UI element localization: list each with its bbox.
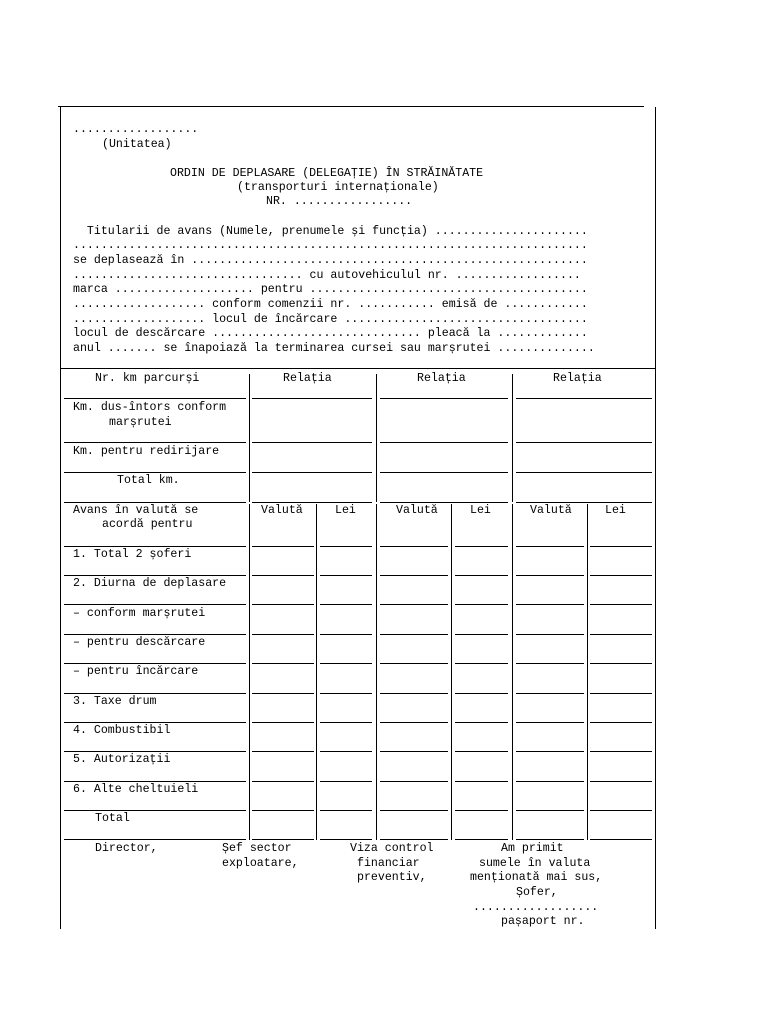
table-rule	[64, 472, 246, 473]
signature-sef-sector: Șef sector	[222, 842, 292, 855]
signature-received: menționată mai sus,	[470, 871, 603, 884]
column-divider	[316, 504, 317, 840]
table-rule	[380, 442, 508, 443]
column-divider	[376, 374, 377, 502]
table-rule	[380, 398, 508, 399]
table-rule	[252, 781, 314, 782]
table-rule	[380, 472, 508, 473]
signature-director: Director,	[95, 842, 158, 855]
table-rule	[590, 693, 652, 694]
table1-header-relatia-1: Relația	[283, 372, 332, 385]
table-rule	[380, 839, 448, 840]
table1-row-label: Total km.	[117, 474, 180, 487]
table1-header-km: Nr. km parcurși	[95, 372, 200, 385]
body-line: se deplasează în .........................................................	[73, 254, 588, 267]
table-rule	[64, 693, 246, 694]
table-rule	[380, 693, 448, 694]
col-valuta: Valută	[530, 504, 572, 517]
table-rule	[320, 604, 372, 605]
table-rule	[320, 663, 372, 664]
right-border	[655, 107, 656, 929]
table-rule	[455, 751, 508, 752]
table-rule	[64, 751, 246, 752]
table-rule	[455, 781, 508, 782]
table-rule	[64, 663, 246, 664]
table-rule	[516, 502, 652, 503]
table-rule	[252, 604, 314, 605]
table-rule	[64, 810, 246, 811]
table-rule	[590, 604, 652, 605]
table-rule	[320, 634, 372, 635]
table1-header-relatia-2: Relația	[417, 372, 466, 385]
table1-row-label: Km. dus-întors conform	[73, 401, 227, 414]
table-rule	[252, 575, 314, 576]
table-rule	[320, 575, 372, 576]
table-rule	[320, 839, 372, 840]
table-rule	[320, 781, 372, 782]
advance-row-label: – pentru încărcare	[73, 665, 199, 678]
section-rule	[60, 368, 655, 369]
table-rule	[320, 546, 372, 547]
table-rule	[516, 663, 584, 664]
table-rule	[516, 442, 652, 443]
table-rule	[64, 839, 246, 840]
table-rule	[252, 722, 314, 723]
table-rule	[590, 722, 652, 723]
table-rule	[590, 751, 652, 752]
order-number: NR. .................	[266, 195, 413, 208]
column-divider	[512, 504, 513, 840]
table-rule	[380, 634, 448, 635]
document-title: ORDIN DE DEPLASARE (DELEGAȚIE) ÎN STRĂINĂTATE	[170, 167, 484, 180]
body-line: ................... locul de încărcare ...................................	[73, 313, 588, 326]
table-rule	[380, 546, 448, 547]
table-rule	[380, 751, 448, 752]
signature-sef-sector: exploatare,	[222, 857, 299, 870]
table-rule	[516, 781, 584, 782]
signature-passport: pașaport nr.	[501, 915, 585, 928]
body-line: ................... conform comenzii nr. ........... emisă de ............	[73, 298, 588, 311]
table-rule	[64, 575, 246, 576]
advance-row-label: 1. Total 2 șoferi	[73, 548, 192, 561]
table-rule	[380, 575, 448, 576]
table-rule	[252, 810, 314, 811]
table-rule	[64, 398, 246, 399]
table-rule	[516, 810, 584, 811]
table2-header-label: acordă pentru	[102, 518, 193, 531]
signature-received: Am primit	[501, 842, 564, 855]
signature-received: sumele în valuta	[479, 857, 591, 870]
table1-row-label: marșrutei	[109, 416, 172, 429]
table-rule	[320, 722, 372, 723]
table-rule	[380, 502, 508, 503]
table1-row-label: Km. pentru redirijare	[73, 445, 220, 458]
body-line: marca .................... pentru ........................................	[73, 283, 588, 296]
table-rule	[252, 472, 372, 473]
table-rule	[516, 722, 584, 723]
col-valuta: Valută	[396, 504, 438, 517]
table-rule	[455, 546, 508, 547]
table-rule	[380, 722, 448, 723]
advance-row-label: – conform marșrutei	[73, 607, 206, 620]
table-rule	[455, 575, 508, 576]
table-rule	[455, 693, 508, 694]
column-divider	[376, 504, 377, 840]
advance-row-label: 4. Combustibil	[73, 724, 171, 737]
table-rule	[455, 604, 508, 605]
signature-viza: financiar	[357, 857, 420, 870]
col-lei: Lei	[605, 504, 626, 517]
table-rule	[516, 604, 584, 605]
unit-dots: ..................	[73, 123, 199, 136]
table-rule	[380, 663, 448, 664]
table-rule	[590, 810, 652, 811]
table-rule	[320, 751, 372, 752]
table-rule	[64, 442, 246, 443]
table-rule	[590, 663, 652, 664]
table-rule	[455, 839, 508, 840]
advance-row-label: Total	[95, 812, 130, 825]
advance-row-label: 3. Taxe drum	[73, 695, 157, 708]
signature-driver: Șofer,	[516, 886, 558, 899]
table-rule	[252, 398, 372, 399]
table-rule	[252, 663, 314, 664]
table-rule	[380, 810, 448, 811]
body-line: Titularii de avans (Numele, prenumele și funcția) ......................	[73, 225, 588, 238]
table-rule	[516, 839, 584, 840]
left-border	[60, 107, 61, 929]
table-rule	[590, 634, 652, 635]
table-rule	[380, 604, 448, 605]
table-rule	[455, 810, 508, 811]
unit-label: (Unitatea)	[102, 138, 172, 151]
table-rule	[516, 398, 652, 399]
col-lei: Lei	[335, 504, 356, 517]
advance-row-label: 6. Alte cheltuieli	[73, 783, 199, 796]
signature-driver-dots: ..................	[473, 901, 599, 914]
table-rule	[252, 546, 314, 547]
advance-row-label: 2. Diurna de deplasare	[73, 577, 227, 590]
table-rule	[516, 634, 584, 635]
table-rule	[516, 546, 584, 547]
advance-row-label: – pentru descărcare	[73, 636, 206, 649]
signature-viza: preventiv,	[357, 871, 427, 884]
column-divider	[249, 374, 250, 502]
table-rule	[590, 546, 652, 547]
col-valuta: Valută	[261, 504, 303, 517]
table-rule	[516, 472, 652, 473]
column-divider	[587, 504, 588, 840]
signature-viza: Viza control	[350, 842, 434, 855]
body-line: ..........................................................................	[73, 239, 588, 252]
table-rule	[252, 751, 314, 752]
body-line: locul de descărcare .............................. pleacă la .............	[73, 327, 588, 340]
table-rule	[590, 781, 652, 782]
body-line: ................................. cu autovehiculul nr. ..................	[73, 269, 581, 282]
table-rule	[516, 751, 584, 752]
table2-header-label: Avans în valută se	[73, 504, 199, 517]
top-rule	[58, 106, 644, 107]
table-rule	[320, 810, 372, 811]
col-lei: Lei	[470, 504, 491, 517]
column-divider	[249, 504, 250, 840]
table-rule	[64, 546, 246, 547]
body-line: anul ....... se înapoiază la terminarea cursei sau marșrutei ..............	[73, 342, 595, 355]
table-rule	[64, 634, 246, 635]
column-divider	[451, 504, 452, 840]
table-rule	[64, 722, 246, 723]
column-divider	[512, 374, 513, 502]
table-rule	[64, 604, 246, 605]
table-rule	[380, 781, 448, 782]
table-rule	[590, 839, 652, 840]
document-subtitle: (transporturi internaționale)	[237, 181, 439, 194]
table-rule	[590, 575, 652, 576]
table-rule	[455, 634, 508, 635]
table-rule	[252, 442, 372, 443]
table1-header-relatia-3: Relația	[553, 372, 602, 385]
table-rule	[455, 722, 508, 723]
table-rule	[64, 502, 246, 503]
table-rule	[516, 575, 584, 576]
advance-row-label: 5. Autorizații	[73, 753, 171, 766]
table-rule	[320, 693, 372, 694]
table-rule	[64, 781, 246, 782]
table-rule	[252, 634, 314, 635]
table-rule	[516, 693, 584, 694]
table-rule	[455, 663, 508, 664]
table-rule	[252, 839, 314, 840]
table-rule	[252, 502, 372, 503]
table-rule	[252, 693, 314, 694]
